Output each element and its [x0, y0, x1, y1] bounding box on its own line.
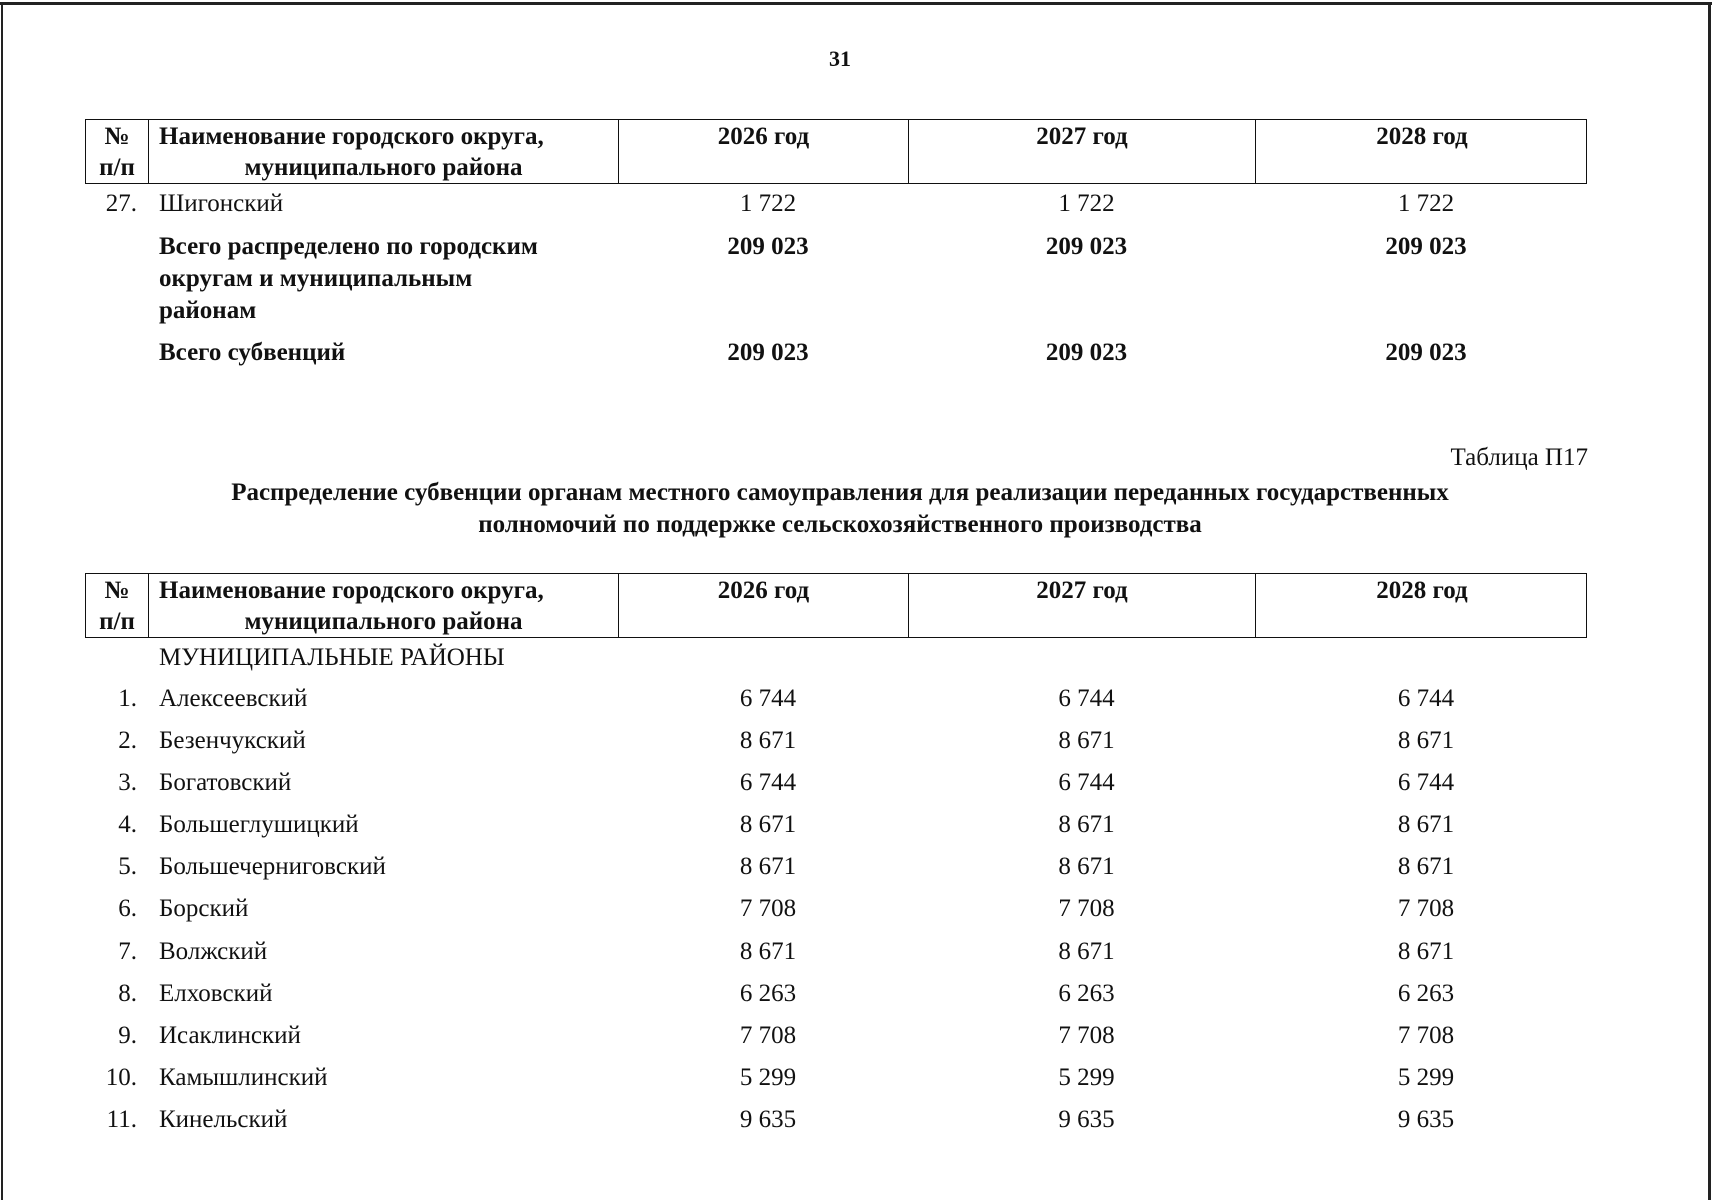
row-value-2028: 1 722 — [1397, 190, 1455, 217]
row-value-2028: 9 635 — [1397, 1106, 1455, 1133]
header-num-cell — [86, 120, 149, 183]
row-value-2027: 8 671 — [1058, 853, 1115, 880]
row-value-2027: 6 744 — [1058, 769, 1115, 796]
row-value-2027: 5 299 — [1058, 1064, 1115, 1091]
total-distributed-2026: 209 023 — [727, 233, 809, 260]
total-subventions-2026: 209 023 — [727, 339, 809, 366]
total-distributed-label-line3: районам — [159, 297, 257, 324]
row-number: 7. — [118, 938, 137, 965]
total-distributed-2027: 209 023 — [1045, 233, 1128, 260]
row-name: Безенчукский — [159, 727, 306, 754]
row-name: Алексеевский — [159, 685, 308, 712]
row-name: Богатовский — [159, 769, 292, 796]
row-value-2028: 5 299 — [1397, 1064, 1455, 1091]
row-number: 5. — [118, 853, 137, 880]
header-name-line1: Наименование городского округа, — [159, 123, 544, 150]
row-value-2026: 7 708 — [739, 1022, 797, 1049]
row-number: 11. — [106, 1106, 137, 1133]
header-name-cell — [149, 120, 619, 183]
row-value-2028: 6 744 — [1397, 685, 1455, 712]
table1-header — [85, 119, 1587, 184]
row-name: Большечерниговский — [159, 853, 386, 880]
row-name: Камышлинский — [159, 1064, 328, 1091]
row-number: 27. — [105, 190, 137, 217]
row-number: 10. — [105, 1064, 137, 1091]
row-value-2026: 7 708 — [739, 895, 797, 922]
row-value-2028: 8 671 — [1397, 938, 1455, 965]
row-name: Волжский — [159, 938, 268, 965]
header-year-2027: 2027 год — [909, 120, 1256, 183]
row-value-2027: 1 722 — [1058, 190, 1115, 217]
row-value-2026: 9 635 — [739, 1106, 797, 1133]
row-name: Шигонский — [159, 190, 284, 217]
row-value-2026: 1 722 — [739, 190, 797, 217]
row-number: 6. — [118, 895, 137, 922]
header-num-line1: № — [104, 577, 130, 604]
row-value-2026: 6 744 — [739, 685, 797, 712]
total-distributed-2028: 209 023 — [1385, 233, 1467, 260]
row-value-2027: 8 671 — [1058, 811, 1115, 838]
scan-border-top — [0, 2, 1712, 5]
row-number: 8. — [118, 980, 137, 1007]
page-number: 31 — [829, 46, 851, 71]
row-value-2026: 8 671 — [739, 938, 797, 965]
header-year-2026: 2026 год — [619, 574, 909, 637]
total-subventions-2027: 209 023 — [1045, 339, 1128, 366]
total-subventions-2028: 209 023 — [1385, 339, 1467, 366]
row-value-2028: 8 671 — [1397, 727, 1455, 754]
row-number: 4. — [118, 811, 137, 838]
row-value-2028: 8 671 — [1397, 853, 1455, 880]
section-label: МУНИЦИПАЛЬНЫЕ РАЙОНЫ — [159, 644, 505, 671]
row-value-2028: 8 671 — [1397, 811, 1455, 838]
row-number: 2. — [118, 727, 137, 754]
scan-border-right — [1708, 2, 1711, 1200]
table-caption: Таблица П17 — [1450, 444, 1588, 471]
row-value-2027: 7 708 — [1058, 1022, 1115, 1049]
total-distributed-label-line1: Всего распределено по городским — [159, 233, 538, 260]
row-name: Елховский — [159, 980, 273, 1007]
row-value-2026: 6 744 — [739, 769, 797, 796]
row-name: Борский — [159, 895, 249, 922]
row-name: Исаклинский — [159, 1022, 301, 1049]
row-value-2028: 6 744 — [1397, 769, 1455, 796]
row-value-2027: 8 671 — [1058, 727, 1115, 754]
row-name: Кинельский — [159, 1106, 288, 1133]
row-number: 1. — [118, 685, 137, 712]
row-value-2027: 7 708 — [1058, 895, 1115, 922]
header-num-cell — [86, 574, 149, 637]
row-value-2028: 6 263 — [1397, 980, 1455, 1007]
row-value-2027: 6 263 — [1058, 980, 1115, 1007]
header-name-line2: муниципального района — [244, 154, 523, 181]
header-num-line2: п/п — [99, 154, 135, 181]
header-year-2028: 2028 год — [1376, 577, 1468, 604]
header-year-2027: 2027 год — [909, 574, 1256, 637]
row-number: 9. — [118, 1022, 137, 1049]
row-value-2026: 5 299 — [739, 1064, 797, 1091]
row-value-2026: 6 263 — [739, 980, 797, 1007]
table2-header — [85, 573, 1587, 638]
scan-border-left — [1, 2, 3, 1200]
row-value-2026: 8 671 — [739, 811, 797, 838]
table-title-line2: полномочий по поддержке сельскохозяйственного производства — [478, 511, 1202, 538]
row-value-2026: 8 671 — [739, 853, 797, 880]
row-value-2026: 8 671 — [739, 727, 797, 754]
header-num-line1: № — [104, 123, 130, 150]
header-name-line1: Наименование городского округа, — [159, 577, 544, 604]
row-value-2027: 8 671 — [1058, 938, 1115, 965]
header-year-2028: 2028 год — [1376, 123, 1468, 150]
total-distributed-label-line2: округам и муниципальным — [159, 265, 473, 292]
header-num-line2: п/п — [99, 608, 135, 635]
table-title-line1: Распределение субвенции органам местного самоуправления для реализации переданных государственных — [231, 479, 1449, 506]
header-name-cell — [149, 574, 619, 637]
row-value-2027: 6 744 — [1058, 685, 1115, 712]
total-distributed-label — [159, 231, 619, 327]
header-name-line2: муниципального района — [244, 608, 523, 635]
row-number: 3. — [118, 769, 137, 796]
header-year-2026: 2026 год — [619, 120, 909, 183]
total-subventions-label: Всего субвенций — [159, 339, 346, 366]
table-title — [100, 477, 1580, 541]
row-value-2028: 7 708 — [1397, 1022, 1455, 1049]
row-value-2028: 7 708 — [1397, 895, 1455, 922]
row-name: Большеглушицкий — [159, 811, 359, 838]
row-value-2027: 9 635 — [1058, 1106, 1115, 1133]
